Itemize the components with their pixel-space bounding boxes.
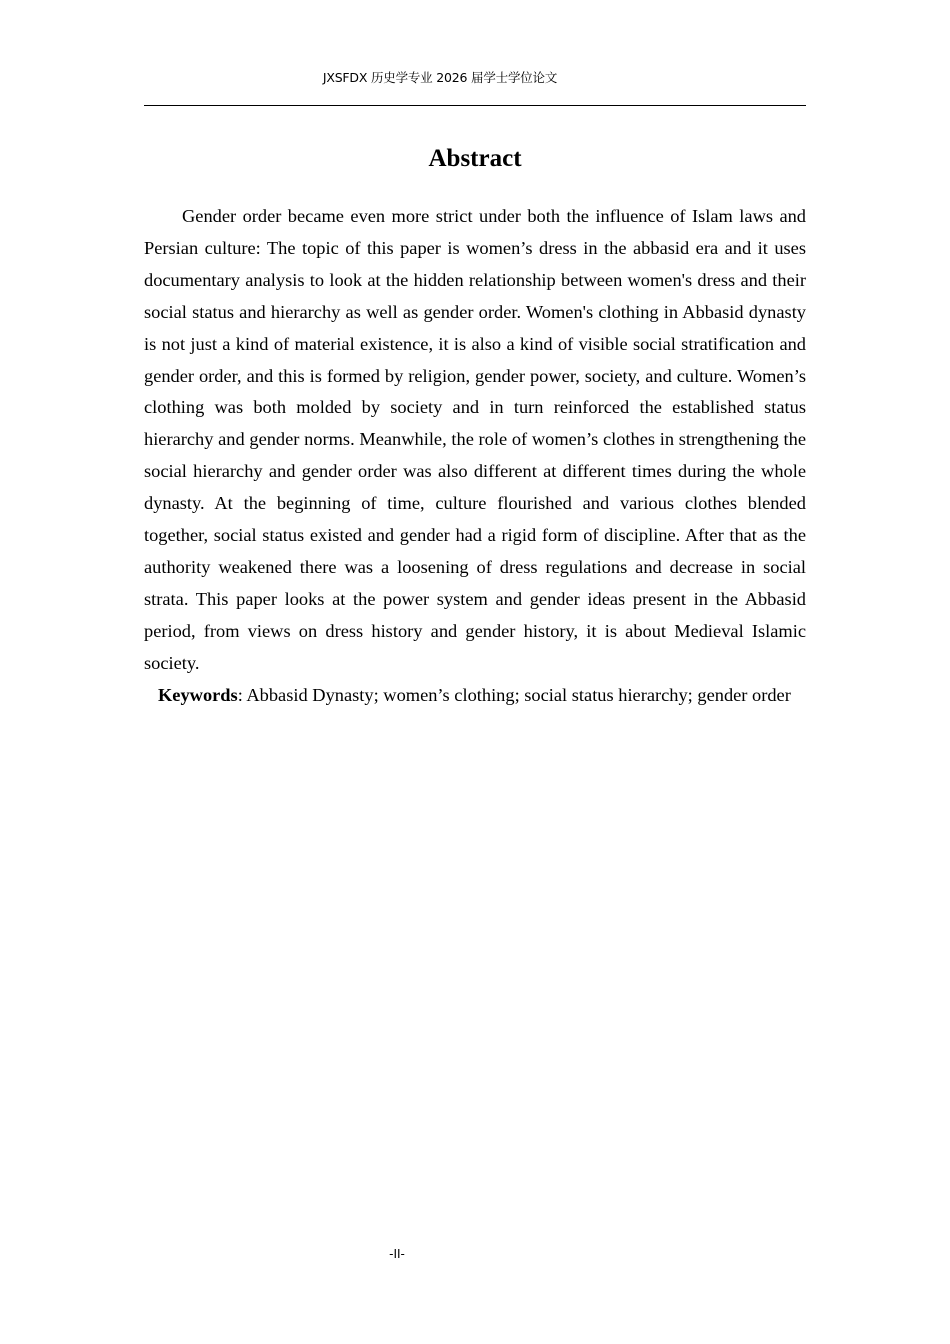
abstract-title: Abstract bbox=[428, 145, 522, 172]
page-number: -II- bbox=[389, 1247, 405, 1261]
running-header: JXSFDX 历史学专业 2026 届学士学位论文 bbox=[322, 70, 558, 85]
keywords-line bbox=[144, 680, 806, 712]
abstract-body: Gender order became even more strict under both the influence of Islam laws and Persian culture: The topic of this paper is women’s dress in the abbasid era and it uses documentary analysis to look at the hidden relationship between women's dress and their social status and hierarchy as well as gender order. Women's clothing in Abbasid dynasty is not just a kind of material existence, it is also a kind of visible social stratification and gender order, and this is formed by religion, gender power, society, and culture. Women’s clothing was both molded by society and in turn reinforced the established status hierarchy and gender norms. Meanwhile, the role of women’s clothes in strengthening the social hierarchy and gender order was also different at different times during the whole dynasty. At the beginning of time, culture flourished and various clothes blended together, social status existed and gender had a rigid form of discipline. After that as the authority weakened there was a loosening of dress regulations and decrease in social strata. This paper looks at the power system and gender ideas present in the Abbasid period, from views on dress history and gender history, it is about Medieval Islamic society. bbox=[144, 206, 806, 673]
header-rule bbox=[144, 105, 806, 106]
keywords-label: Keywords bbox=[158, 685, 238, 705]
keywords-text: Abbasid Dynasty; women’s clothing; social status hierarchy; gender order bbox=[246, 685, 791, 705]
keywords-separator: : bbox=[237, 685, 247, 705]
